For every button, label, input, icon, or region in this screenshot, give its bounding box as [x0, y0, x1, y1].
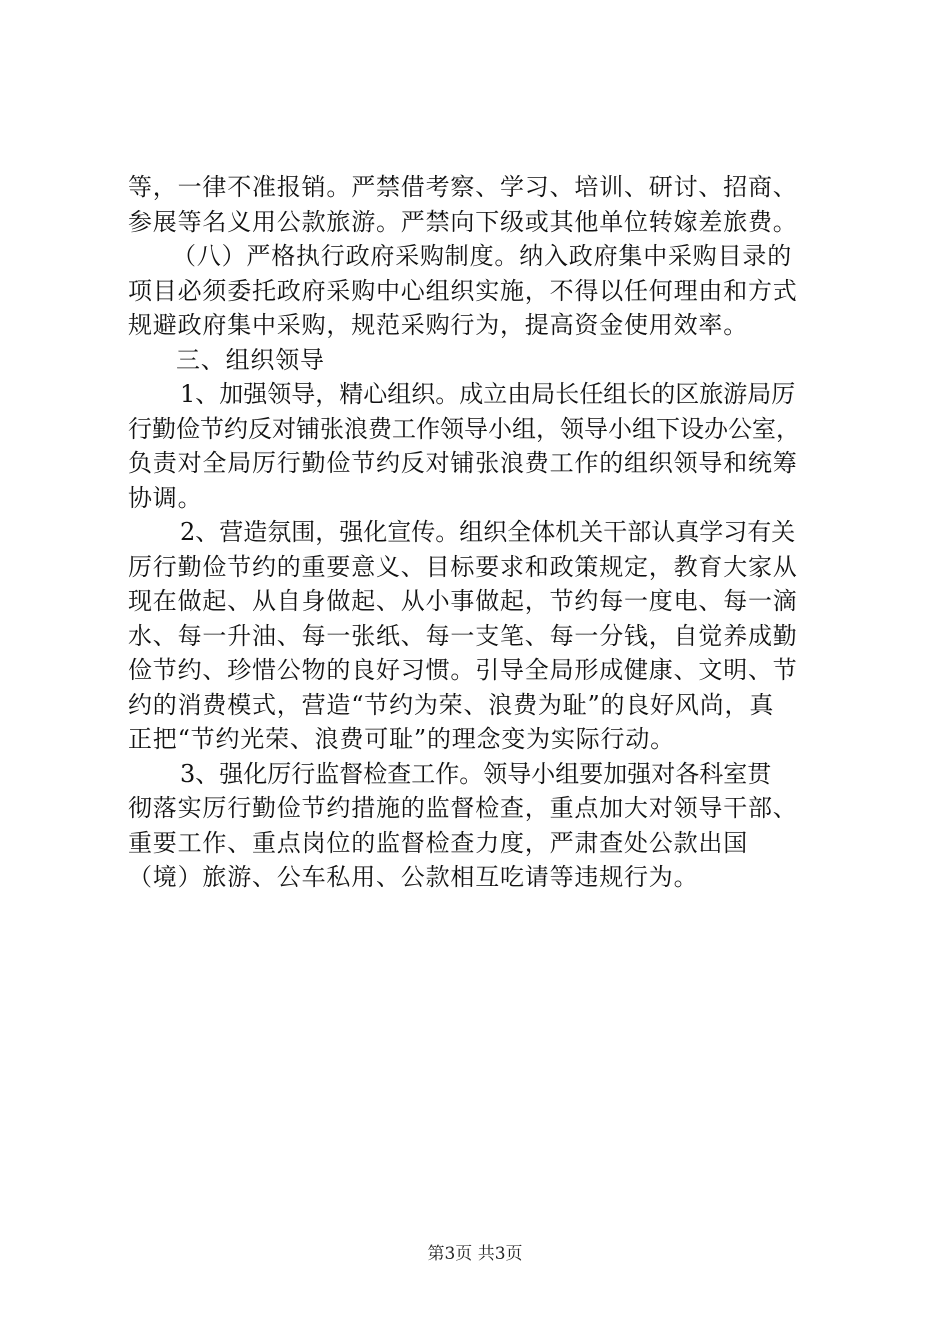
text-line: 行勤俭节约反对铺张浪费工作领导小组，领导小组下设办公室， [128, 414, 800, 443]
text-line: 等，一律不准报销。严禁借考察、学习、培训、研讨、招商、 [128, 173, 798, 201]
text-line: 彻落实厉行勤俭节约措施的监督检查，重点加大对领导干部、 [128, 794, 798, 822]
text-line: 参展等名义用公款旅游。严禁向下级或其他单位转嫁差旅费。 [128, 207, 798, 236]
text-line: 规避政府集中采购，规范采购行为，提高资金使用效率。 [128, 311, 748, 339]
text-line: 2、营造氛围，强化宣传。组织全体机关干部认真学习有关 [180, 518, 796, 546]
text-line: 重要工作、重点岗位的监督检查力度，严肃查处公款出国 [128, 828, 748, 857]
text-line: 1、加强领导，精心组织。成立由局长任组长的区旅游局厉 [180, 380, 796, 408]
text-line: （境）旅游、公车私用、公款相互吃请等违规行为。 [128, 863, 699, 891]
text-line: 现在做起、从自身做起、从小事做起，节约每一度电、每一滴 [128, 587, 798, 615]
text-line: 俭节约、珍惜公物的良好习惯。引导全局形成健康、文明、节 [128, 656, 798, 684]
page-footer: 第3页 共3页 [427, 1244, 523, 1264]
text-line: 厉行勤俭节约的重要意义、目标要求和政策规定，教育大家从 [128, 552, 798, 581]
text-line: 约的消费模式，营造“节约为荣、浪费为耻”的良好风尚，真 [128, 690, 775, 719]
text-line: （八）严格执行政府采购制度。纳入政府集中采购目录的 [172, 242, 792, 270]
text-line: 水、每一升油、每一张纸、每一支笔、每一分钱，自觉养成勤 [128, 621, 798, 650]
text-line: 正把“节约光荣、浪费可耻”的理念变为实际行动。 [128, 725, 675, 753]
text-line: 负责对全局厉行勤俭节约反对铺张浪费工作的组织领导和统筹 [128, 449, 798, 477]
document-body [128, 170, 828, 895]
text-line: 项目必须委托政府采购中心组织实施，不得以任何理由和方式 [128, 276, 798, 305]
text-line: 3、强化厉行监督检查工作。领导小组要加强对各科室贯 [180, 759, 772, 788]
section-heading: 三、组织领导 [176, 345, 325, 374]
text-line: 协调。 [128, 483, 203, 512]
